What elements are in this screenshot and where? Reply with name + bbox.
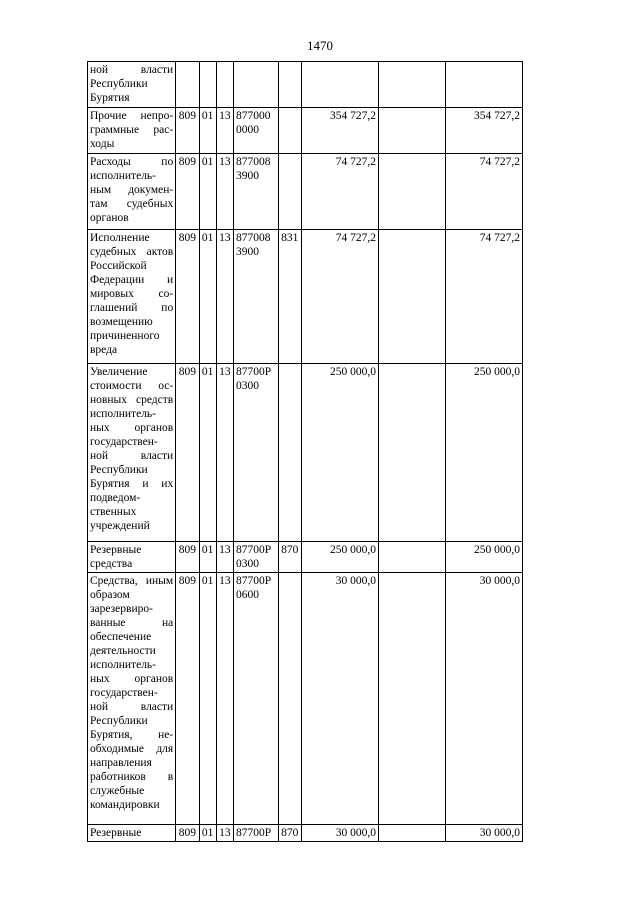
table-row <box>88 542 523 573</box>
table-row <box>88 230 523 364</box>
row-subsection: 13 <box>216 108 233 154</box>
row-target: 87700Р 0300 <box>233 364 278 542</box>
row-type: 831 <box>278 230 301 364</box>
row-extra <box>378 230 445 364</box>
row-amount: 30 000,0 <box>301 825 378 842</box>
row-target: 87700Р <box>233 825 278 842</box>
row-type: 870 <box>278 542 301 573</box>
row-section: 01 <box>199 230 216 364</box>
row-type <box>278 364 301 542</box>
row-name: Средства, иным образом зарезервиро-ванные на обеспечение деятельности исполнитель-ных органов государствен-ной власти Республики Бурятия, не-обходимые для направления работников в служебные командировки <box>88 573 176 825</box>
row-name: Прочие непро-граммные рас-ходы <box>88 108 176 154</box>
row-total: 30 000,0 <box>445 825 522 842</box>
row-ministry: 809 <box>176 364 199 542</box>
row-amount: 250 000,0 <box>301 542 378 573</box>
row-name: Резервные средства <box>88 542 176 573</box>
row-subsection: 13 <box>216 825 233 842</box>
row-section: 01 <box>199 154 216 230</box>
row-name: ной власти Республики Бурятия <box>88 62 176 108</box>
row-total: 354 727,2 <box>445 108 522 154</box>
row-type <box>278 108 301 154</box>
row-subsection: 13 <box>216 573 233 825</box>
row-section: 01 <box>199 825 216 842</box>
row-extra <box>378 62 445 108</box>
table-row <box>88 364 523 542</box>
row-name: Расходы по исполнитель-ным докумен-там судебных органов <box>88 154 176 230</box>
row-ministry: 809 <box>176 154 199 230</box>
row-section: 01 <box>199 573 216 825</box>
row-extra <box>378 154 445 230</box>
row-amount: 250 000,0 <box>301 364 378 542</box>
row-ministry <box>176 62 199 108</box>
row-total: 250 000,0 <box>445 364 522 542</box>
row-target <box>233 62 278 108</box>
row-amount: 74 727,2 <box>301 230 378 364</box>
row-target: 877008 3900 <box>233 230 278 364</box>
row-extra <box>378 108 445 154</box>
row-subsection: 13 <box>216 542 233 573</box>
row-amount <box>301 62 378 108</box>
row-amount: 74 727,2 <box>301 154 378 230</box>
row-section: 01 <box>199 542 216 573</box>
page-number: 1470 <box>307 38 333 53</box>
row-ministry: 809 <box>176 108 199 154</box>
row-name: Увеличение стоимости ос-новных средств исполнитель-ных органов государствен-ной власти Республики Бурятия и их подведом-ственных учреждений <box>88 364 176 542</box>
row-extra <box>378 542 445 573</box>
row-amount: 30 000,0 <box>301 573 378 825</box>
row-type <box>278 573 301 825</box>
row-section: 01 <box>199 108 216 154</box>
row-subsection <box>216 62 233 108</box>
row-target: 877000 0000 <box>233 108 278 154</box>
row-subsection: 13 <box>216 364 233 542</box>
row-target: 87700Р 0600 <box>233 573 278 825</box>
row-ministry: 809 <box>176 542 199 573</box>
row-amount: 354 727,2 <box>301 108 378 154</box>
row-ministry: 809 <box>176 230 199 364</box>
row-extra <box>378 364 445 542</box>
table-row <box>88 573 523 825</box>
row-total: 74 727,2 <box>445 230 522 364</box>
row-name: Исполнение судебных актов Российской Федерации и мировых со-глашений по возмещению причиненного вреда <box>88 230 176 364</box>
row-extra <box>378 825 445 842</box>
row-subsection: 13 <box>216 154 233 230</box>
row-name: Резервные <box>88 825 176 842</box>
row-ministry: 809 <box>176 573 199 825</box>
row-section <box>199 62 216 108</box>
row-total <box>445 62 522 108</box>
row-subsection: 13 <box>216 230 233 364</box>
row-type <box>278 62 301 108</box>
row-ministry: 809 <box>176 825 199 842</box>
row-target: 877008 3900 <box>233 154 278 230</box>
table-row <box>88 108 523 154</box>
budget-table <box>87 61 523 842</box>
row-section: 01 <box>199 364 216 542</box>
table-row <box>88 62 523 108</box>
row-type <box>278 154 301 230</box>
table-row <box>88 154 523 230</box>
row-extra <box>378 573 445 825</box>
row-total: 30 000,0 <box>445 573 522 825</box>
row-total: 250 000,0 <box>445 542 522 573</box>
row-target: 87700Р 0300 <box>233 542 278 573</box>
row-type: 870 <box>278 825 301 842</box>
row-total: 74 727,2 <box>445 154 522 230</box>
table-row <box>88 825 523 842</box>
